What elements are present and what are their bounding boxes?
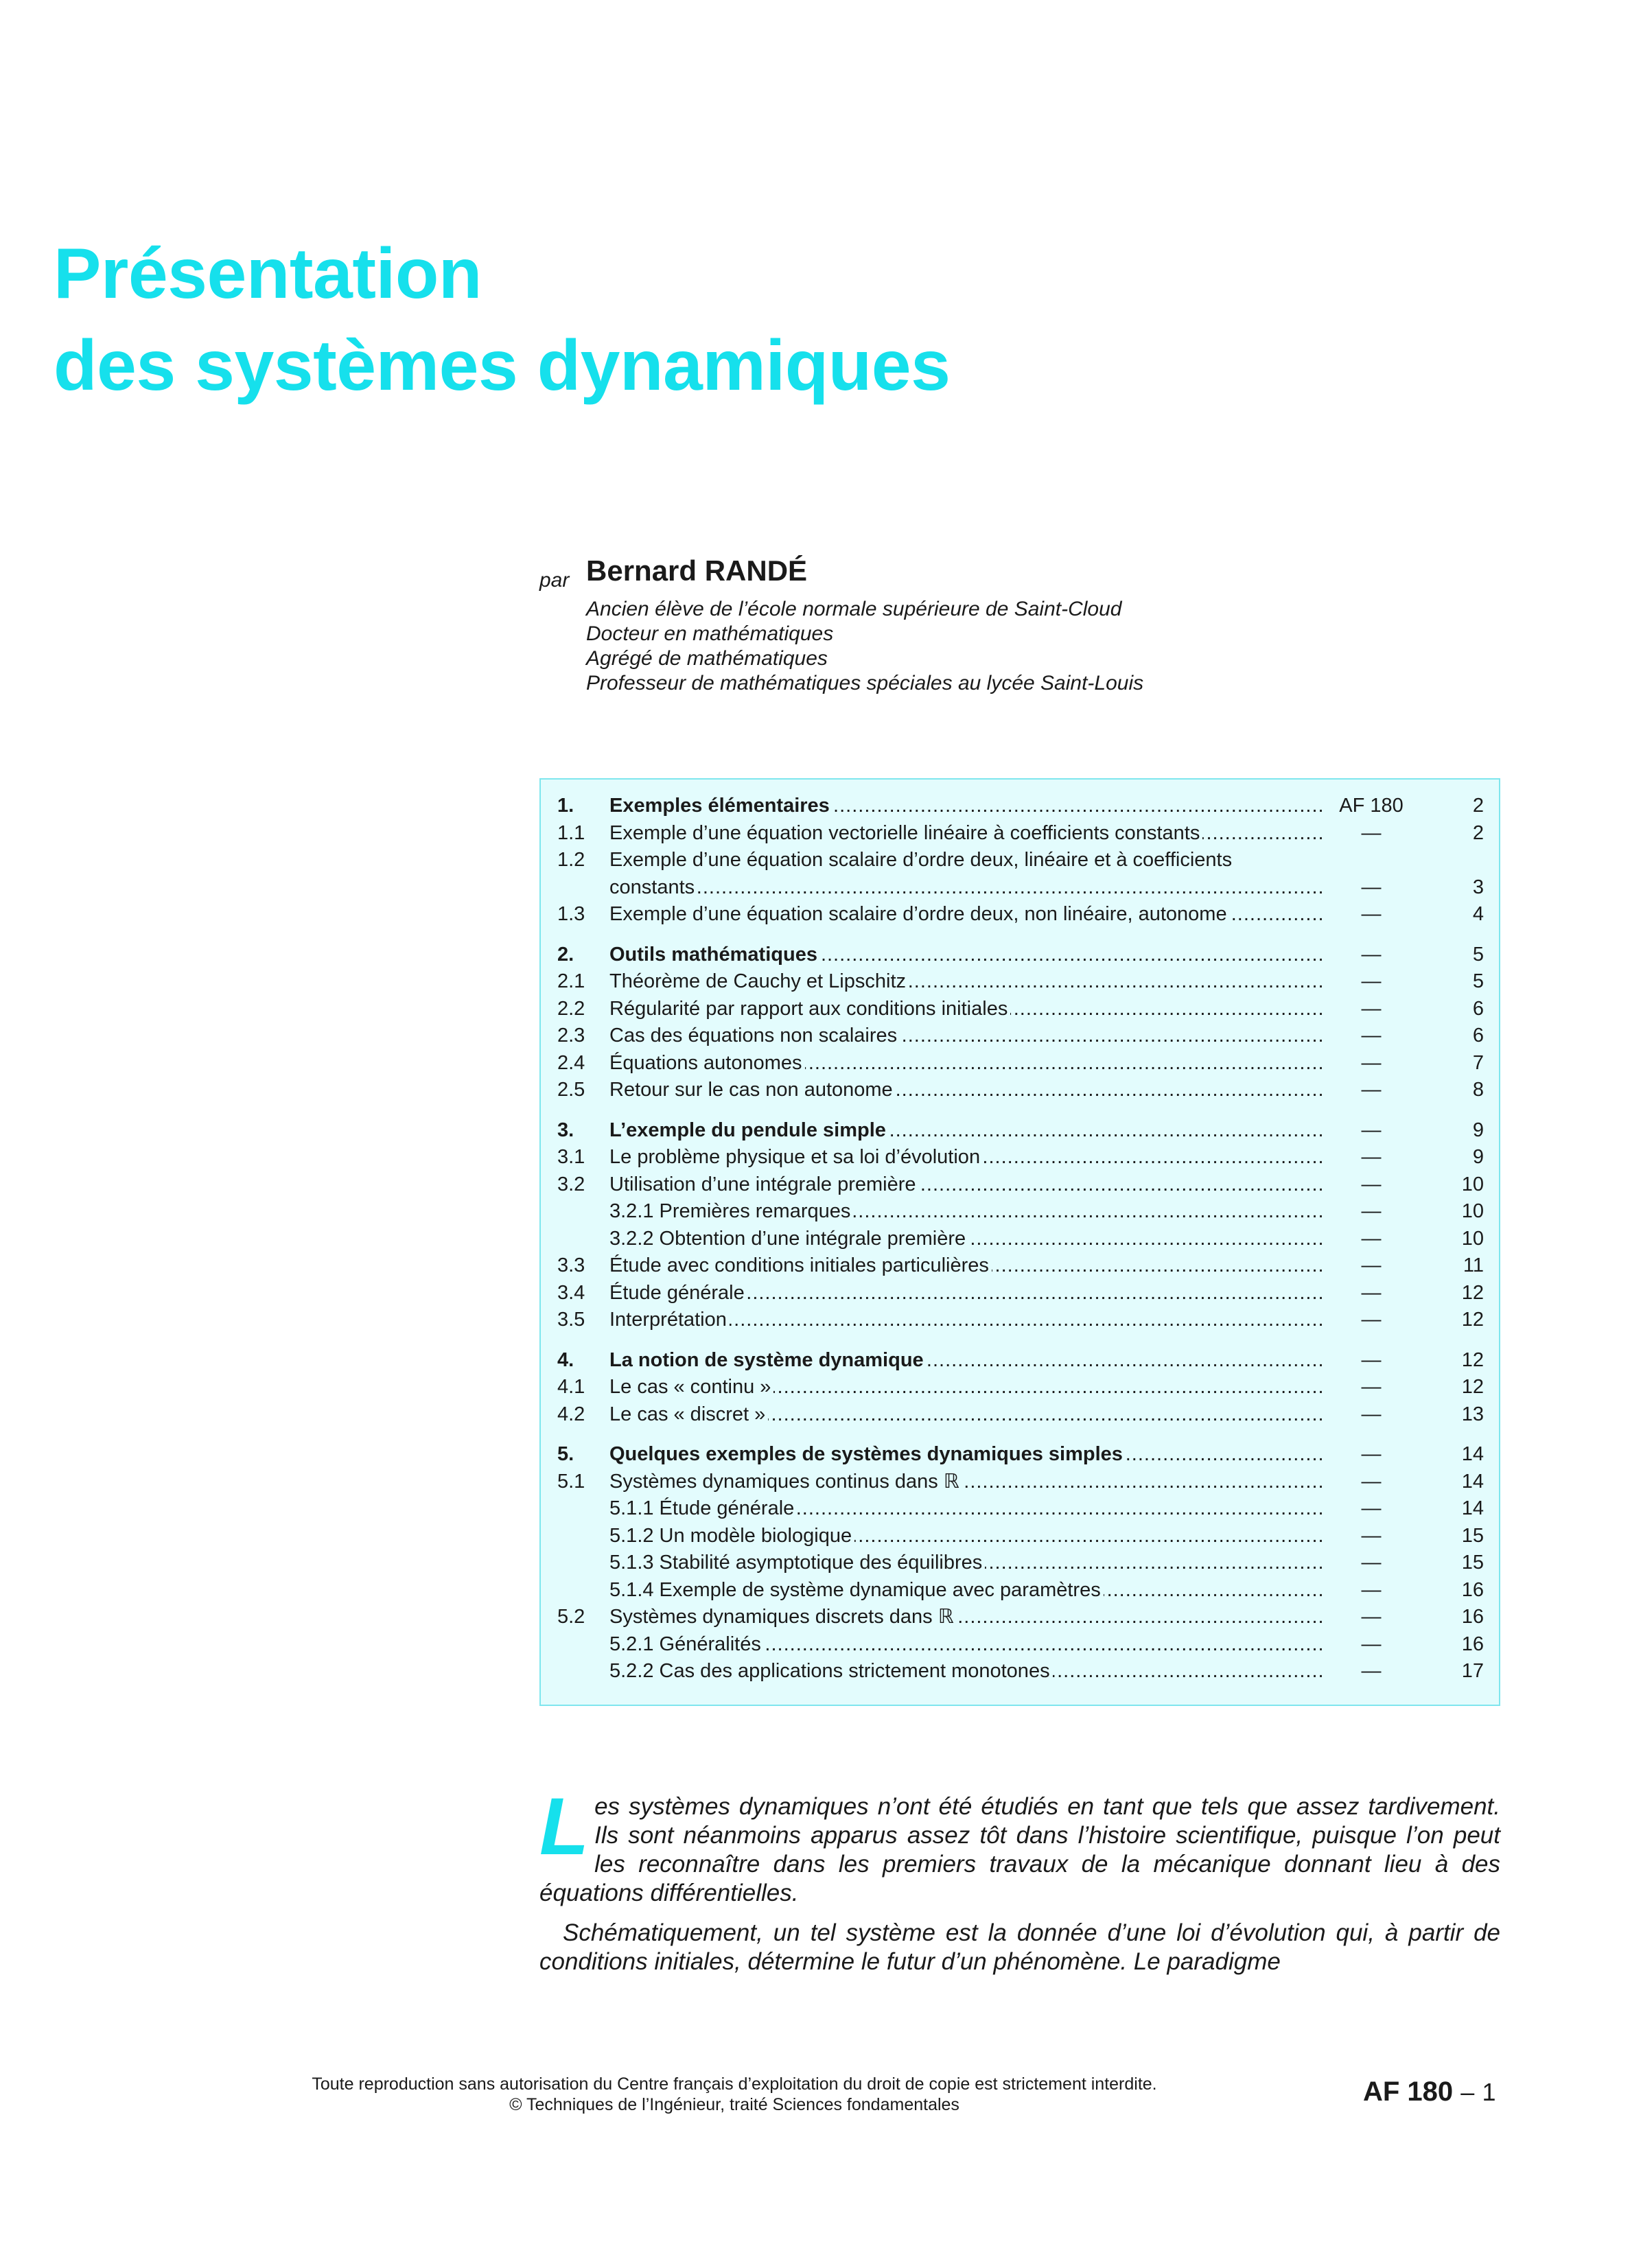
author-affiliation: Docteur en mathématiques xyxy=(586,622,834,645)
toc-page-number: 12 xyxy=(1461,1376,1484,1398)
toc-reference: — xyxy=(1361,1254,1382,1276)
author-affiliation: Ancien élève de l’école normale supérieure de Saint-Cloud xyxy=(586,598,1122,620)
toc-reference: — xyxy=(1361,1403,1382,1425)
toc-number: 1.3 xyxy=(557,903,585,925)
toc-label xyxy=(609,1401,1323,1428)
toc-page-number: 12 xyxy=(1461,1309,1484,1331)
page-number: 1 xyxy=(1482,2078,1496,2106)
toc-reference: — xyxy=(1361,1524,1382,1547)
toc-row xyxy=(541,1049,1499,1077)
author-prefix: par xyxy=(539,569,570,592)
toc-label-text: Régularité par rapport aux conditions initiales xyxy=(609,998,1010,1020)
toc-number: 2.2 xyxy=(557,997,585,1020)
toc-number: 2.4 xyxy=(557,1051,585,1074)
toc-row xyxy=(541,819,1499,847)
toc-reference: — xyxy=(1361,1470,1382,1493)
toc-label-text: La notion de système dynamique xyxy=(609,1349,927,1371)
toc-label xyxy=(609,941,1323,968)
toc-page-number: 7 xyxy=(1472,1051,1484,1074)
toc-label-text: Outils mathématiques xyxy=(609,944,820,966)
toc-reference: — xyxy=(1361,970,1382,992)
toc-label xyxy=(609,1279,1323,1307)
toc-number: 1.2 xyxy=(557,849,585,871)
toc-page-number: 9 xyxy=(1472,1119,1484,1141)
toc-label-text: 3.2.1 Premières remarques xyxy=(609,1200,853,1222)
toc-number: 3.1 xyxy=(557,1146,585,1168)
toc-reference: — xyxy=(1361,1281,1382,1304)
toc-number: 2. xyxy=(557,943,574,966)
copyright-line-1: Toute reproduction sans autorisation du Centre français d’exploitation du droit de copie est strictement interdite. xyxy=(312,2074,1157,2094)
toc-label xyxy=(609,1440,1323,1468)
toc-label-text: Le cas « continu » xyxy=(609,1376,773,1398)
toc-label-text: Exemple d’une équation vectorielle linéaire à coefficients constants xyxy=(609,822,1202,844)
toc-reference: — xyxy=(1361,1443,1382,1465)
toc-row xyxy=(541,1603,1499,1630)
toc-page-number: 2 xyxy=(1472,795,1484,817)
page-separator: – xyxy=(1460,2078,1475,2106)
toc-row xyxy=(541,1252,1499,1279)
toc-number: 4.2 xyxy=(557,1403,585,1425)
toc-page-number: 15 xyxy=(1461,1552,1484,1574)
toc-row xyxy=(541,1306,1499,1333)
toc-label-text: Exemples élémentaires xyxy=(609,795,833,817)
toc-row xyxy=(541,846,1499,874)
toc-label xyxy=(609,1252,1323,1279)
toc-page-number: 12 xyxy=(1461,1348,1484,1371)
toc-row xyxy=(541,1225,1499,1252)
toc-number: 1. xyxy=(557,795,574,817)
toc-label-text: Théorème de Cauchy et Lipschitz xyxy=(609,970,909,992)
toc-row xyxy=(541,1401,1499,1428)
toc-reference: — xyxy=(1361,997,1382,1020)
copyright-line-2: © Techniques de l’Ingénieur, traité Sciences fondamentales xyxy=(509,2095,959,2114)
toc-page-number: 6 xyxy=(1472,997,1484,1020)
toc-reference: — xyxy=(1361,1606,1382,1628)
toc-label-text: Le cas « discret » xyxy=(609,1403,768,1425)
toc-reference: — xyxy=(1361,1497,1382,1519)
toc-reference: — xyxy=(1361,1309,1382,1331)
toc-row xyxy=(541,1143,1499,1171)
toc-reference: — xyxy=(1361,1348,1382,1371)
toc-page-number: 14 xyxy=(1461,1443,1484,1465)
toc-page-number: 10 xyxy=(1461,1173,1484,1195)
document-code: AF 180 xyxy=(1363,2077,1454,2107)
toc-label-text: 5.2.1 Généralités xyxy=(609,1633,764,1655)
toc-label-text: 5.2.2 Cas des applications strictement monotones xyxy=(609,1660,1053,1682)
toc-number: 3.5 xyxy=(557,1309,585,1331)
toc-page-number: 16 xyxy=(1461,1578,1484,1601)
toc-row xyxy=(541,941,1499,968)
toc-row xyxy=(541,1630,1499,1658)
toc-number: 2.5 xyxy=(557,1079,585,1101)
toc-label-text: 5.1.4 Exemple de système dynamique avec paramètres xyxy=(609,1579,1104,1601)
toc-reference: AF 180 xyxy=(1339,795,1404,817)
toc-reference: — xyxy=(1361,1552,1382,1574)
toc-label-text: 5.1.3 Stabilité asymptotique des équilibres xyxy=(609,1552,985,1574)
toc-label xyxy=(609,1468,1323,1495)
toc-row xyxy=(541,1117,1499,1144)
toc-page-number: 11 xyxy=(1463,1254,1484,1276)
toc-label xyxy=(609,1522,1323,1550)
toc-reference: — xyxy=(1361,1025,1382,1047)
toc-label-text: Étude avec conditions initiales particulières xyxy=(609,1254,992,1276)
toc-row xyxy=(541,1440,1499,1468)
toc-reference: — xyxy=(1361,1578,1382,1601)
toc-row xyxy=(541,1279,1499,1307)
toc-reference: — xyxy=(1361,1376,1382,1398)
toc-number: 2.1 xyxy=(557,970,585,992)
toc-row xyxy=(541,1022,1499,1049)
toc-row xyxy=(541,1468,1499,1495)
toc-reference: — xyxy=(1361,1200,1382,1222)
toc-label xyxy=(609,1022,1323,1049)
toc-page-number: 10 xyxy=(1461,1200,1484,1222)
toc-label-text: Systèmes dynamiques discrets dans ℝ xyxy=(609,1606,957,1628)
toc-label-text: Retour sur le cas non autonome xyxy=(609,1079,896,1101)
toc-number: 4.1 xyxy=(557,1376,585,1398)
toc-page-number: 2 xyxy=(1472,821,1484,844)
title-line-2: des systèmes dynamiques xyxy=(54,326,951,406)
article-intro xyxy=(539,1781,1500,1987)
toc-label xyxy=(609,1630,1323,1658)
author-affiliation: Professeur de mathématiques spéciales au lycée Saint-Louis xyxy=(586,672,1144,694)
toc-page-number: 10 xyxy=(1461,1227,1484,1250)
toc-number: 3. xyxy=(557,1119,574,1141)
toc-label xyxy=(609,792,1323,819)
intro-paragraph-2: Schématiquement, un tel système est la donnée d’une loi d’évolution qui, à partir de conditions initiales, détermine le futur d’un phénomène. Le paradigme xyxy=(539,1919,1500,1975)
toc-page-number: 4 xyxy=(1472,903,1484,925)
page-title xyxy=(54,228,950,412)
toc-row xyxy=(541,1197,1499,1225)
toc-label xyxy=(609,1171,1323,1198)
toc-page-number: 8 xyxy=(1472,1079,1484,1101)
author-name: Bernard RANDÉ xyxy=(586,554,808,587)
toc-page-number: 12 xyxy=(1461,1281,1484,1304)
toc-label xyxy=(609,1197,1323,1225)
toc-page-number: 15 xyxy=(1461,1524,1484,1547)
toc-label xyxy=(609,1049,1323,1077)
author-affiliation: Agrégé de mathématiques xyxy=(586,647,828,670)
author-affiliations xyxy=(586,597,1410,696)
toc-label xyxy=(609,819,1323,847)
toc-reference: — xyxy=(1361,1119,1382,1141)
toc-reference: — xyxy=(1361,1146,1382,1168)
toc-label xyxy=(609,1576,1323,1604)
toc-label-text: 5.1.2 Un modèle biologique xyxy=(609,1525,854,1547)
toc-label-text: 3.2.2 Obtention d’une intégrale première xyxy=(609,1228,968,1250)
toc-number: 5.2 xyxy=(557,1606,585,1628)
toc-reference: — xyxy=(1361,876,1382,898)
drop-cap: L xyxy=(539,1781,590,1872)
toc-label-text: Utilisation d’une intégrale première xyxy=(609,1173,919,1195)
toc-number: 5.1 xyxy=(557,1470,585,1493)
toc-page-number: 14 xyxy=(1461,1470,1484,1493)
copyright-notice xyxy=(172,2074,1297,2115)
toc-label xyxy=(609,846,1323,874)
toc-row xyxy=(541,1171,1499,1198)
toc-page-number: 3 xyxy=(1472,876,1484,898)
toc-label xyxy=(609,1657,1323,1685)
toc-label-text: Étude générale xyxy=(609,1282,747,1304)
toc-reference: — xyxy=(1361,903,1382,925)
toc-label xyxy=(609,1117,1323,1144)
toc-number: 2.3 xyxy=(557,1025,585,1047)
toc-number: 1.1 xyxy=(557,821,585,844)
toc-reference: — xyxy=(1361,1173,1382,1195)
toc-page-number: 5 xyxy=(1472,970,1484,992)
toc-page-number: 14 xyxy=(1461,1497,1484,1519)
toc-label xyxy=(609,1306,1323,1333)
intro-paragraph-1 xyxy=(539,1781,1500,1908)
toc-row xyxy=(541,1522,1499,1550)
toc-number: 3.3 xyxy=(557,1254,585,1276)
toc-label xyxy=(609,874,1323,901)
toc-label xyxy=(609,1373,1323,1401)
toc-row xyxy=(541,1549,1499,1576)
toc-row xyxy=(541,1076,1499,1103)
table-of-contents xyxy=(539,778,1500,1706)
toc-label-text: Interprétation xyxy=(609,1309,730,1331)
toc-page-number: 16 xyxy=(1461,1606,1484,1628)
toc-label-text: Le problème physique et sa loi d’évolution xyxy=(609,1146,983,1168)
toc-label-text: Exemple d’une équation scalaire d’ordre deux, non linéaire, autonome xyxy=(609,903,1230,925)
toc-label-text: constants xyxy=(609,876,697,898)
toc-label xyxy=(609,1549,1323,1576)
toc-page-number: 6 xyxy=(1472,1025,1484,1047)
page-reference xyxy=(1363,2077,1495,2107)
toc-label-text: Cas des équations non scalaires xyxy=(609,1025,900,1047)
toc-label xyxy=(609,1143,1323,1171)
toc-label xyxy=(609,968,1323,995)
toc-reference: — xyxy=(1361,1633,1382,1655)
toc-page-number: 13 xyxy=(1461,1403,1484,1425)
toc-row xyxy=(541,1495,1499,1522)
intro-paragraph-1-text: es systèmes dynamiques n’ont été étudiés en tant que tels que assez tardivement. Ils sont néanmoins apparus assez tôt dans l’histoire scientifique, puisque l’on peut les reconnaître dans les premiers travaux de la mécanique donnant lieu à des équations différentielles. xyxy=(539,1793,1500,1906)
toc-row xyxy=(541,1657,1499,1685)
toc-row xyxy=(541,792,1499,819)
toc-row xyxy=(541,995,1499,1022)
toc-row xyxy=(541,1346,1499,1374)
toc-reference: — xyxy=(1361,1079,1382,1101)
toc-label xyxy=(609,1225,1323,1252)
toc-label-text: 5.1.1 Étude générale xyxy=(609,1497,797,1519)
toc-reference: — xyxy=(1361,1660,1382,1682)
toc-label-text: Systèmes dynamiques continus dans ℝ xyxy=(609,1471,962,1493)
toc-page-number: 9 xyxy=(1472,1146,1484,1168)
toc-label xyxy=(609,1603,1323,1630)
title-line-1: Présentation xyxy=(54,234,482,314)
toc-label xyxy=(609,900,1323,928)
toc-reference: — xyxy=(1361,1051,1382,1074)
toc-row xyxy=(541,900,1499,928)
toc-label xyxy=(609,995,1323,1022)
toc-number: 4. xyxy=(557,1348,574,1371)
toc-label-text: L’exemple du pendule simple xyxy=(609,1119,889,1141)
toc-page-number: 5 xyxy=(1472,943,1484,966)
toc-label-text: Quelques exemples de systèmes dynamiques simples xyxy=(609,1443,1126,1465)
toc-reference: — xyxy=(1361,943,1382,966)
toc-label xyxy=(609,1076,1323,1103)
toc-reference: — xyxy=(1361,1227,1382,1250)
toc-number: 3.4 xyxy=(557,1281,585,1304)
toc-number: 3.2 xyxy=(557,1173,585,1195)
toc-row xyxy=(541,968,1499,995)
toc-page-number: 16 xyxy=(1461,1633,1484,1655)
toc-number: 5. xyxy=(557,1443,574,1465)
toc-label xyxy=(609,1495,1323,1522)
toc-row xyxy=(541,1373,1499,1401)
toc-label xyxy=(609,1346,1323,1374)
toc-label-text: Équations autonomes xyxy=(609,1052,805,1074)
toc-label-text: Exemple d’une équation scalaire d’ordre deux, linéaire et à coefficients xyxy=(609,849,1235,871)
toc-reference: — xyxy=(1361,821,1382,844)
toc-row xyxy=(541,874,1499,901)
toc-page-number: 17 xyxy=(1461,1660,1484,1682)
toc-row xyxy=(541,1576,1499,1604)
